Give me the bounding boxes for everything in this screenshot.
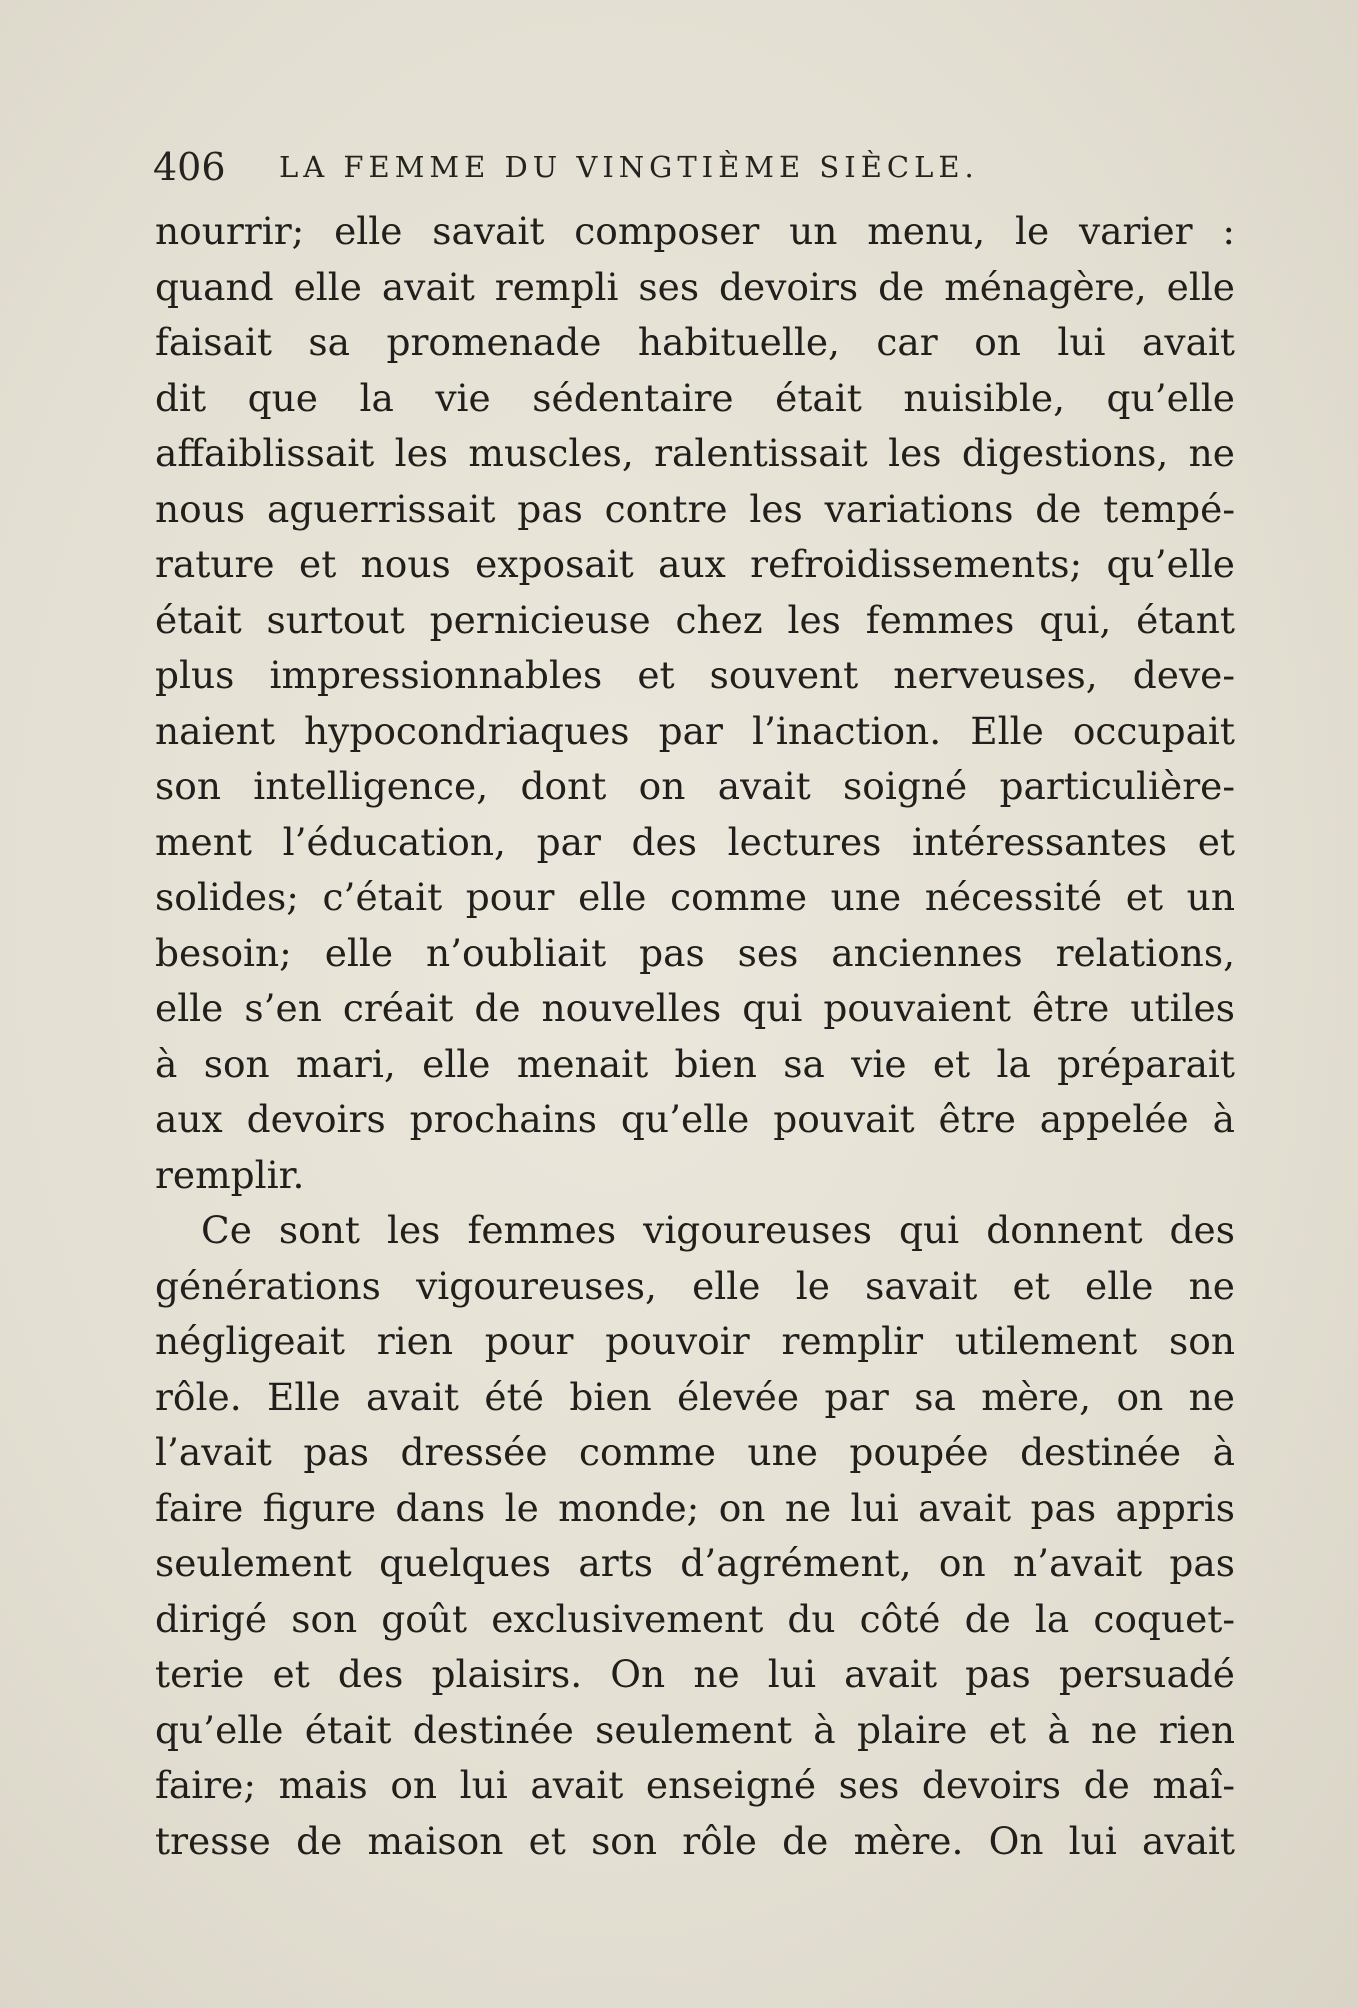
running-head: LA FEMME DU VINGTIÈME SIÈCLE. [279, 150, 979, 184]
text-line: Ce sont les femmes vigoureuses qui donnent des [201, 1208, 1235, 1252]
text-line: seulement quelques arts d’agrément, on n’avait pas [155, 1541, 1235, 1585]
text-line: rature et nous exposait aux refroidissements; qu’elle [155, 542, 1235, 586]
text-line: à son mari, elle menait bien sa vie et la préparait [155, 1041, 1235, 1086]
paragraph-1 [155, 204, 1235, 1203]
paragraph-2 [155, 1203, 1235, 1869]
text-line: terie et des plaisirs. On ne lui avait pas persuadé [155, 1652, 1235, 1696]
text-line: naient hypocondriaques par l’inaction. Elle occupait [155, 708, 1235, 753]
page-header [153, 142, 1243, 192]
text-line: générations vigoureuses, elle le savait et elle ne [155, 1263, 1235, 1308]
text-line: dirigé son goût exclusivement du côté de la coquet- [155, 1596, 1235, 1641]
text-line: tresse de maison et son rôle de mère. On lui avait [155, 1818, 1235, 1863]
text-line: rôle. Elle avait été bien élevée par sa mère, on ne [155, 1374, 1235, 1419]
text-line: besoin; elle n’oubliait pas ses anciennes relations, [155, 930, 1235, 975]
text-line: était surtout pernicieuse chez les femmes qui, étant [155, 597, 1235, 642]
text-line: son intelligence, dont on avait soigné particulière- [155, 764, 1235, 808]
text-line: faire figure dans le monde; on ne lui avait pas appris [155, 1485, 1235, 1530]
text-line: remplir. [155, 1152, 305, 1197]
text-line: faire; mais on lui avait enseigné ses devoirs de maî- [155, 1763, 1235, 1807]
text-line: nourrir; elle savait composer un menu, le varier : [155, 209, 1235, 253]
body-text [155, 204, 1235, 1869]
text-line: négligeait rien pour pouvoir remplir utilement son [155, 1319, 1235, 1363]
text-line: solides; c’était pour elle comme une nécessité et un [155, 875, 1235, 919]
text-line: elle s’en créait de nouvelles qui pouvaient être utiles [155, 986, 1235, 1030]
text-line: faisait sa promenade habituelle, car on lui avait [155, 320, 1235, 364]
text-line: affaiblissait les muscles, ralentissait les digestions, ne [155, 431, 1235, 475]
text-line: dit que la vie sédentaire était nuisible, qu’elle [155, 375, 1235, 420]
text-line: l’avait pas dressée comme une poupée destinée à [155, 1430, 1235, 1474]
text-line: quand elle avait rempli ses devoirs de ménagère, elle [155, 264, 1235, 309]
page-number: 406 [153, 145, 226, 189]
text-line: qu’elle était destinée seulement à plaire et à ne rien [155, 1707, 1235, 1752]
text-line: nous aguerrissait pas contre les variations de tempé- [155, 486, 1235, 531]
text-line: ment l’éducation, par des lectures intéressantes et [155, 819, 1235, 864]
text-line: aux devoirs prochains qu’elle pouvait être appelée à [155, 1097, 1235, 1141]
text-line: plus impressionnables et souvent nerveuses, deve- [155, 653, 1235, 697]
